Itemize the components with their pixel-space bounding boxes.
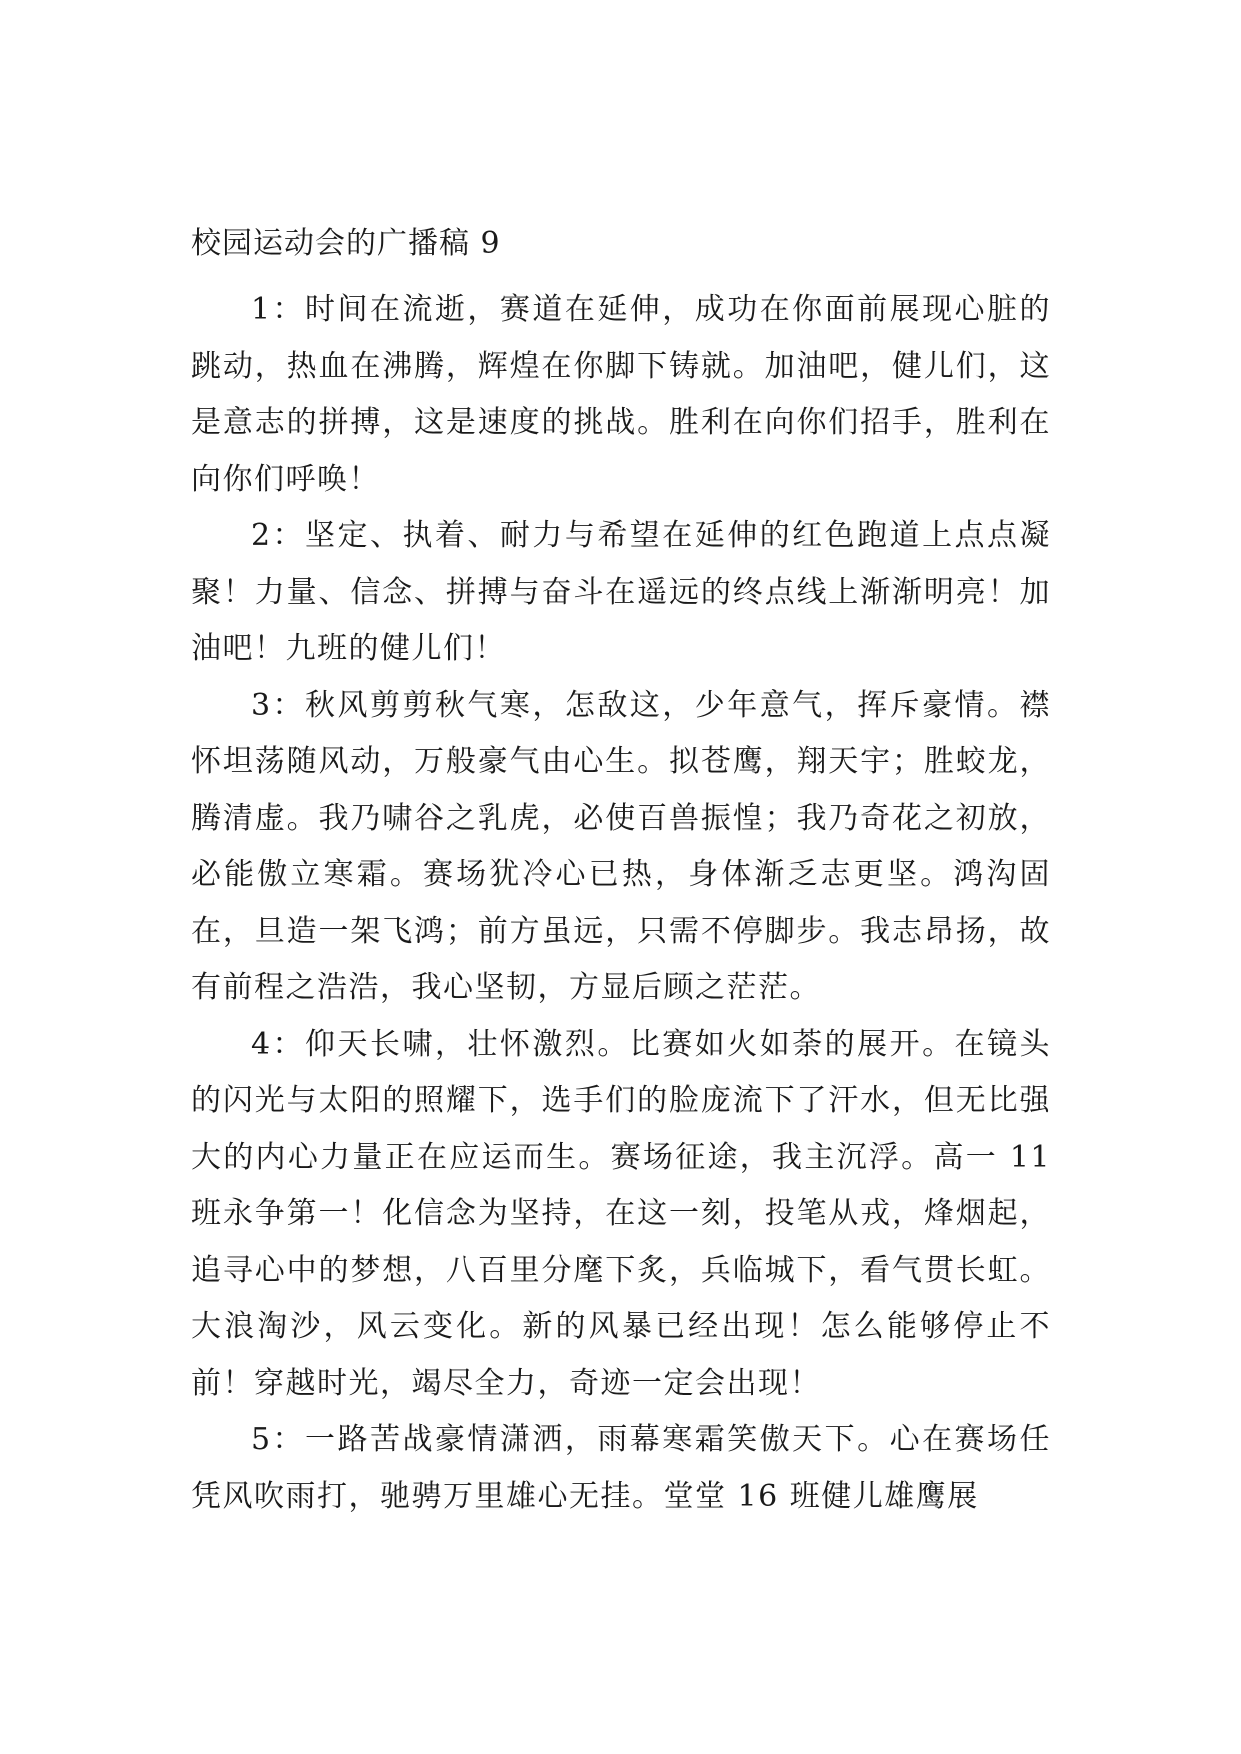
paragraph-2: 2：坚定、执着、耐力与希望在延伸的红色跑道上点点凝聚！力量、信念、拼搏与奋斗在遥远的终点线上渐渐明亮！加油吧！九班的健儿们！ bbox=[191, 518, 1051, 666]
document-body bbox=[191, 222, 1051, 1525]
paragraph-5: 5：一路苦战豪情潇洒，雨幕寒霜笑傲天下。心在赛场任凭风吹雨打，驰骋万里雄心无挂。堂堂 16 班健儿雄鹰展 bbox=[191, 1422, 1051, 1514]
document-title: 校园运动会的广播稿 9 bbox=[191, 226, 501, 261]
paragraph-4: 4：仰天长啸，壮怀激烈。比赛如火如荼的展开。在镜头的闪光与太阳的照耀下，选手们的脸庞流下了汗水，但无比强大的内心力量正在应运而生。赛场征途，我主沉浮。高一 11 班永争第一！化信念为坚持，在这一刻，投笔从戎，烽烟起，追寻心中的梦想，八百里分麾下炙，兵临城下，看气贯长虹。大浪淘沙，风云变化。新的风暴已经出现！怎么能够停止不前！穿越时光，竭尽全力，奇迹一定会出现！ bbox=[191, 1026, 1051, 1401]
paragraph-3: 3：秋风剪剪秋气寒，怎敌这，少年意气，挥斥豪情。襟怀坦荡随风动，万般豪气由心生。拟苍鹰，翔天宇；胜蛟龙，腾清虚。我乃啸谷之乳虎，必使百兽振惶；我乃奇花之初放，必能傲立寒霜。赛场犹冷心已热，身体渐乏志更坚。鸿沟固在，旦造一架飞鸿；前方虽远，只需不停脚步。我志昂扬，故有前程之浩浩，我心坚韧，方显后顾之茫茫。 bbox=[191, 687, 1051, 1005]
paragraph-1: 1：时间在流逝，赛道在延伸，成功在你面前展现心脏的跳动，热血在沸腾，辉煌在你脚下铸就。加油吧，健儿们，这是意志的拼搏，这是速度的挑战。胜利在向你们招手，胜利在向你们呼唤！ bbox=[191, 292, 1051, 497]
